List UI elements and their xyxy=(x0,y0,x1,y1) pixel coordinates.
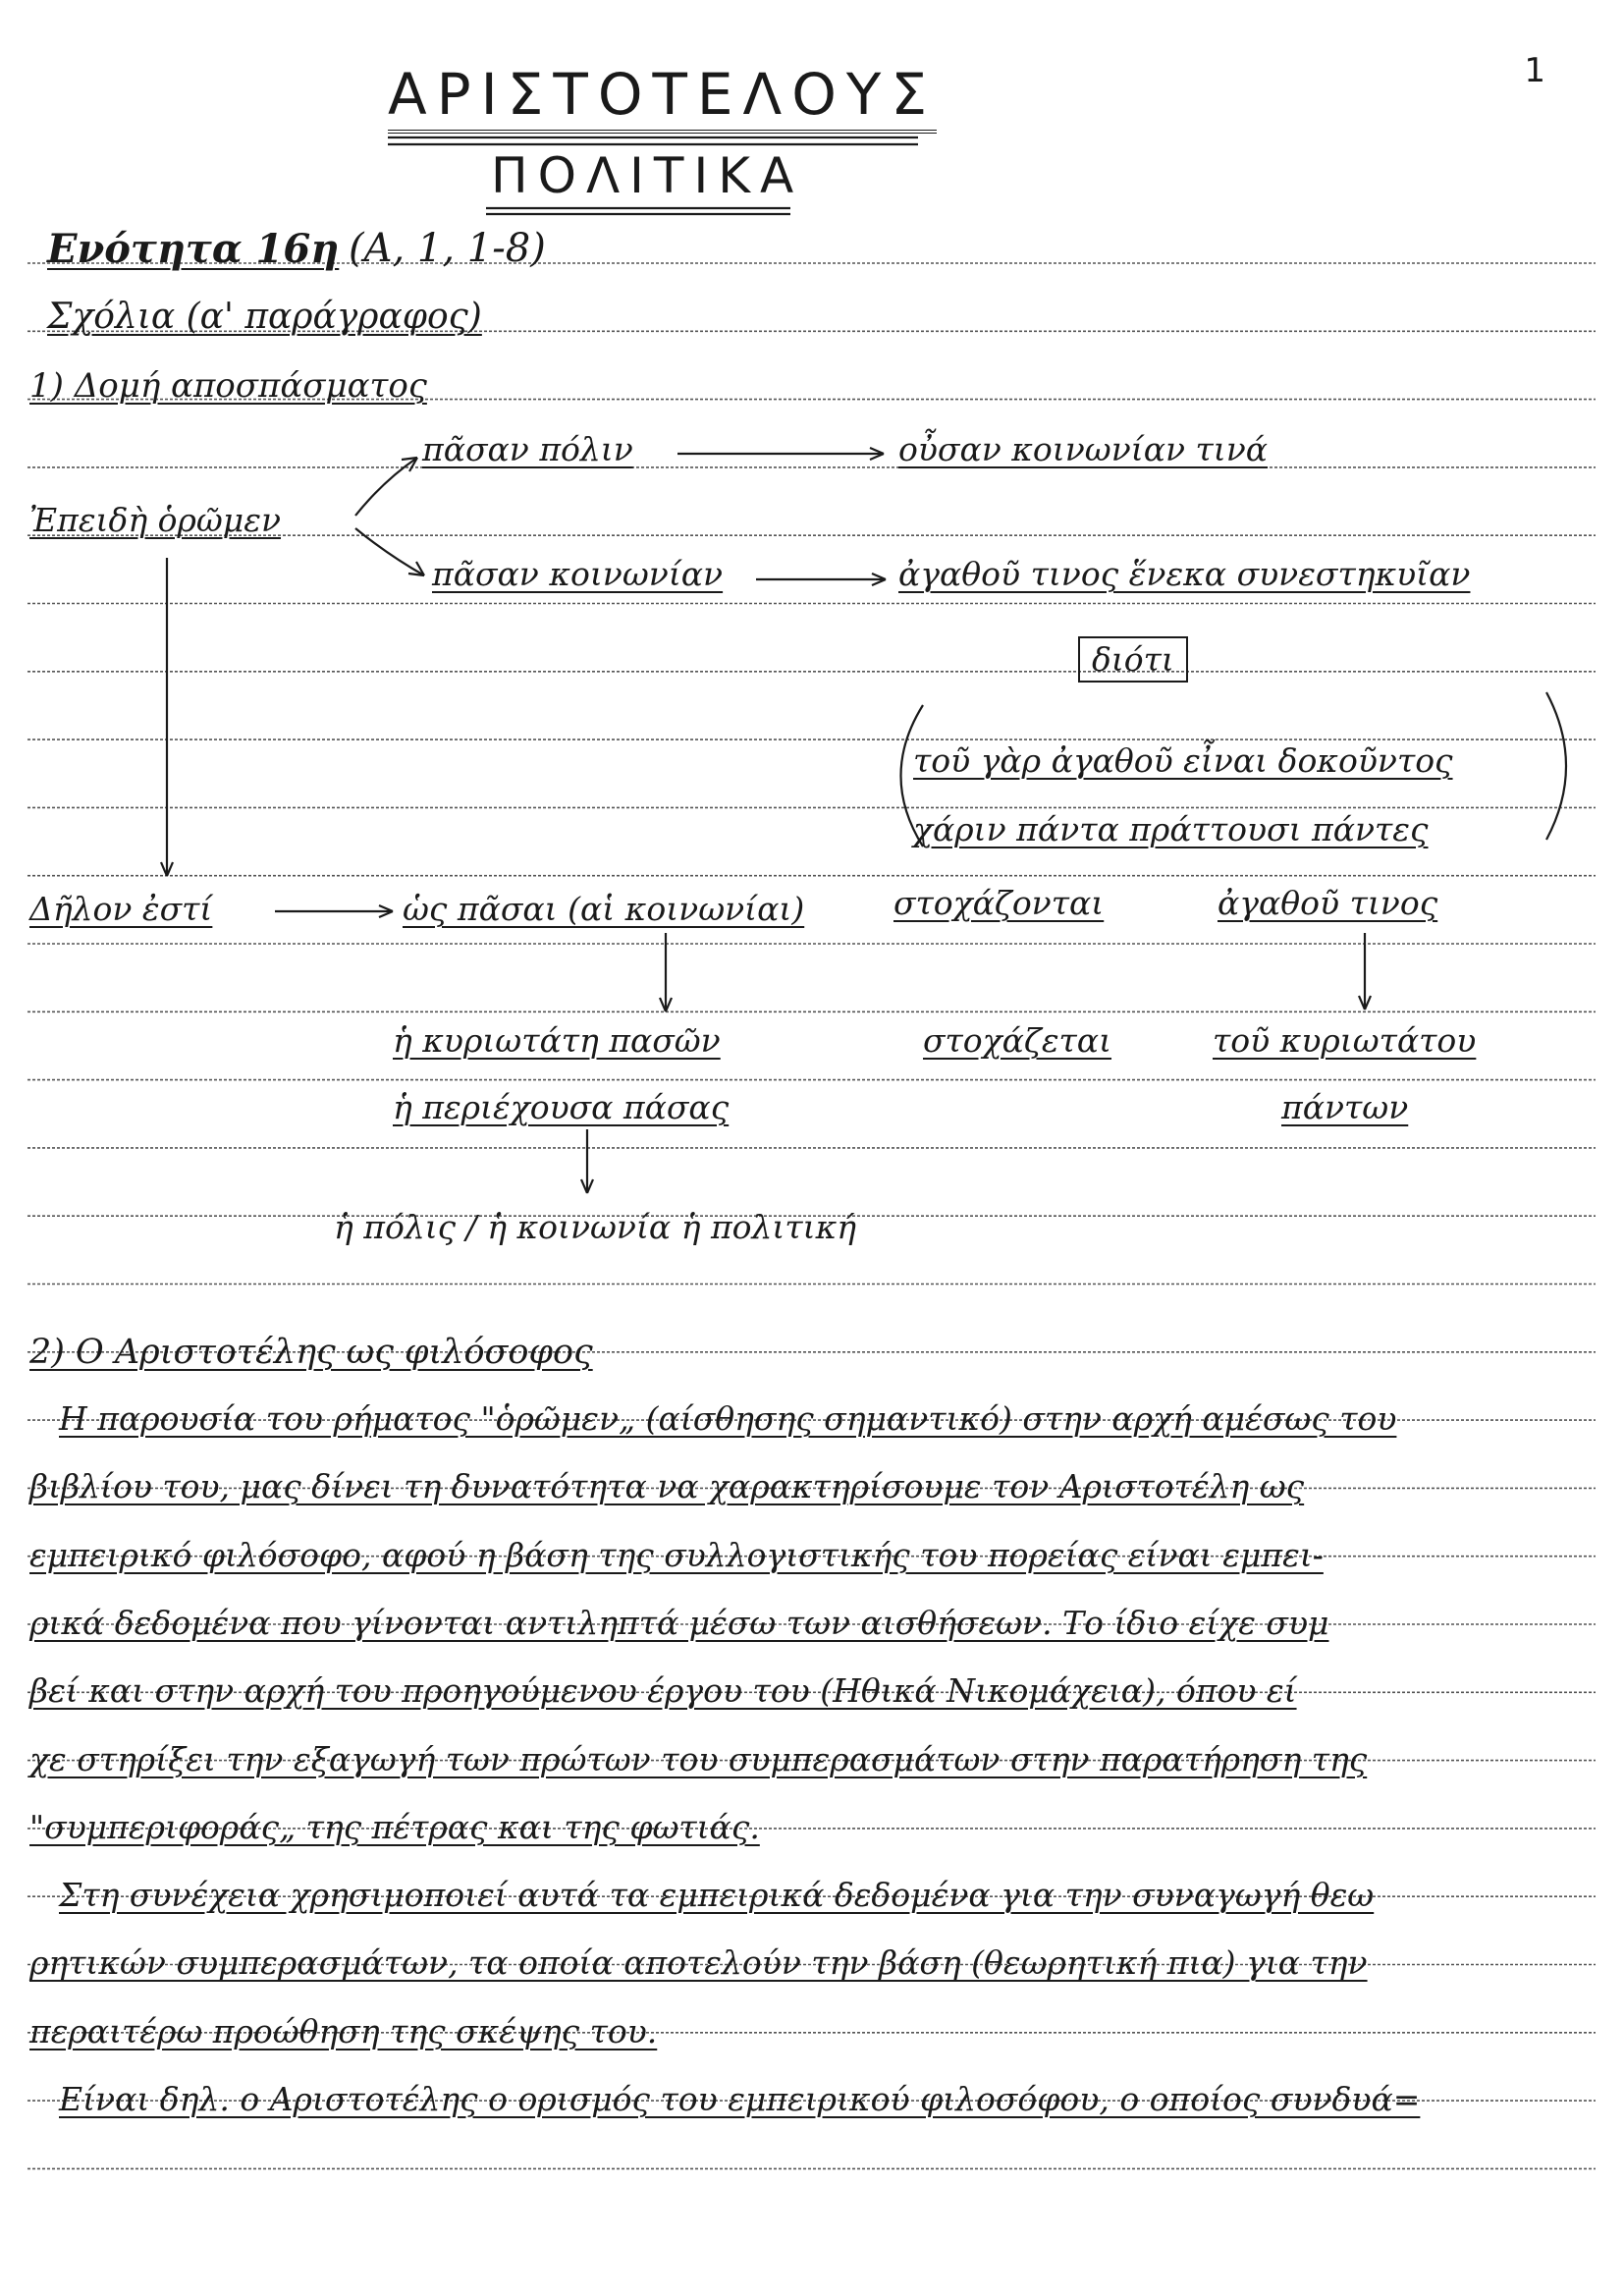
branch-arrow-down xyxy=(355,528,424,575)
branch-arrow-up xyxy=(355,458,417,516)
delon-esti: Δῆλον ἐστί xyxy=(29,890,213,928)
dioti-box: διότι xyxy=(1078,636,1188,683)
branch2-right: ἀγαθοῦ τινος ἕνεκα συνεστηκυῖαν xyxy=(898,555,1471,593)
diagram-root: Ἐπειδὴ ὁρῶμεν xyxy=(29,501,282,539)
quote-line-1: τοῦ γὰρ ἀγαθοῦ εἶναι δοκοῦντος xyxy=(913,741,1453,780)
panton: πάντων xyxy=(1281,1088,1409,1126)
hos-pasai: ὡς πᾶσαι (αἱ κοινωνίαι) xyxy=(403,890,805,928)
title-underline xyxy=(388,137,918,144)
kyriotate-pason: ἡ κυριωτάτη πασῶν xyxy=(393,1021,721,1060)
branch1-left: πᾶσαν πόλιν xyxy=(422,430,633,468)
body-line: βιβλίου του, μας δίνει τη δυνατότητα να χαρακτηρίσουμε τον Αριστοτέλη ως xyxy=(29,1467,1305,1506)
body-line: Είναι δηλ. ο Αριστοτέλης ο ορισμός του εμπειρικού φιλοσόφου, ο οποίος συνδυά= xyxy=(59,2080,1421,2118)
body-line: Η παρουσία του ρήματος "ὁρῶμεν„ (αίσθησης σημαντικό) στην αρχή αμέσως του xyxy=(59,1399,1397,1438)
commentary-heading: Σχόλια (α' παράγραφος) xyxy=(47,297,482,337)
body-line: Στη συνέχεια χρησιμοποιεί αυτά τα εμπειρικά δεδομένα για την συναγωγή θεω xyxy=(59,1876,1375,1915)
body-line: βεί και στην αρχή του προηγούμενου έργου του (Ηθικά Νικομάχεια), όπου εί xyxy=(29,1671,1297,1711)
unit-label: Ενότητα 16η xyxy=(47,226,340,272)
branch1-right: οὖσαν κοινωνίαν τινά xyxy=(898,430,1269,468)
body-line: χε στηρίξει την εξαγωγή των πρώτων του συμπερασμάτων στην παρατήρηση της xyxy=(29,1739,1368,1778)
page-title: ΑΡΙΣΤΟΤΕΛΟΥΣ xyxy=(388,61,937,134)
page-subtitle: ΠΟΛΙΤΙΚΑ xyxy=(491,147,804,204)
quote-line-2: χάριν πάντα πράττουσι πάντες xyxy=(913,810,1429,848)
body-line: εμπειρικό φιλόσοφο, αφού η βάση της συλλογιστικής του πορείας είναι εμπει- xyxy=(29,1535,1324,1574)
paren-right xyxy=(1546,692,1566,840)
stochazetai: στοχάζεται xyxy=(923,1021,1112,1060)
polis-conclusion: ἡ πόλις / ἡ κοινωνία ἡ πολιτική xyxy=(334,1208,856,1246)
periechousa-pasas: ἡ περιέχουσα πάσας xyxy=(393,1088,730,1126)
agathou-tinos: ἀγαθοῦ τινος xyxy=(1218,884,1438,922)
unit-reference: (Α, 1, 1-8) xyxy=(349,226,546,271)
body-line: περαιτέρω προώθηση της σκέψης του. xyxy=(29,2011,658,2050)
page-number: 1 xyxy=(1524,51,1545,90)
body-line: ρητικών συμπερασμάτων, τα οποία αποτελούν την βάση (θεωρητική πια) για την xyxy=(29,1943,1368,1983)
kyriotatou: τοῦ κυριωτάτου xyxy=(1213,1021,1477,1060)
section1-title: 1) Δομή αποσπάσματος xyxy=(29,366,427,406)
section2-title: 2) Ο Αριστοτέλης ως φιλόσοφος xyxy=(29,1333,593,1372)
branch2-left: πᾶσαν κοινωνίαν xyxy=(432,555,724,593)
body-line: "συμπεριφοράς„ της πέτρας και της φωτιάς. xyxy=(29,1807,760,1846)
body-line: ρικά δεδομένα που γίνονται αντιληπτά μέσω των αισθήσεων. Το ίδιο είχε συμ xyxy=(29,1603,1329,1642)
subtitle-underline xyxy=(486,208,790,214)
stochazontai: στοχάζονται xyxy=(893,884,1105,922)
